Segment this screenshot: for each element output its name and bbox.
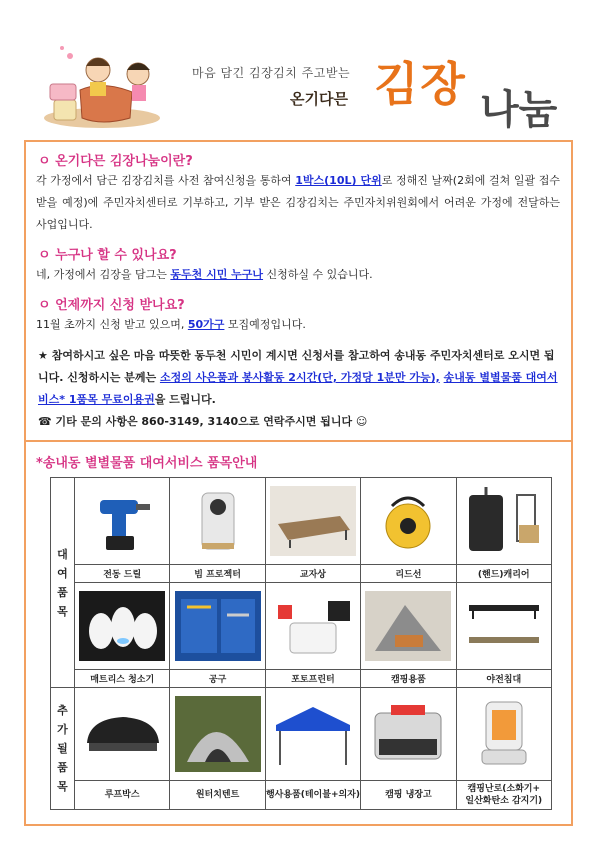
item-image-fridge xyxy=(361,688,456,781)
item-image-drill xyxy=(75,478,170,565)
item-image-event-set xyxy=(265,688,360,781)
add-label-char: 품 xyxy=(57,761,68,774)
q1-heading: ㅇ 온기다믄 김장나눔이란? xyxy=(38,154,193,169)
item-caption: 포토프린터 xyxy=(265,670,360,688)
rent-label-char: 여 xyxy=(57,566,68,580)
item-caption: 교자상 xyxy=(265,565,360,583)
canopy-icon xyxy=(270,699,356,769)
rent-label xyxy=(51,478,75,688)
kids-illustration xyxy=(40,40,170,130)
item-caption: 빔 프로젝터 xyxy=(170,565,265,583)
notice-contact: ☎ 기타 문의 사항은 860-3149, 3140으로 연락주시면 됩니다 ☺ xyxy=(38,415,368,428)
header-title-kimjang: 김장 xyxy=(374,57,467,111)
item-caption: 루프박스 xyxy=(75,781,170,810)
item-image-photo-printer xyxy=(265,583,360,670)
heater-icon xyxy=(474,696,534,772)
item-caption: 캠핑난로(소화기+ 일산화탄소 감지기) xyxy=(456,781,551,810)
q3-text-b: 모집예정입니다. xyxy=(224,318,306,331)
item-caption: 야전침대 xyxy=(456,670,551,688)
rent-label-char: 목 xyxy=(57,604,68,618)
item-caption: 원터치텐트 xyxy=(170,781,265,810)
item-image-heater xyxy=(456,688,551,781)
q2-heading: ㅇ 누구나 할 수 있나요? xyxy=(38,248,177,263)
notice-gift: 소정의 사은품과 봉사활동 2시간(단, 가정당 1분만 가능), xyxy=(159,371,440,384)
mattress-cleaner-icon xyxy=(79,591,165,661)
rental-table xyxy=(50,477,552,810)
q1-highlight: 1박스(10L) 단위 xyxy=(295,174,382,187)
item-caption: 공구 xyxy=(170,670,265,688)
add-label-char: 될 xyxy=(57,742,68,755)
item-caption: 전동 드릴 xyxy=(75,565,170,583)
q1-text xyxy=(36,170,560,236)
notice-text: ★ 참여하시고 싶은 마음 따뜻한 동두천 시민이 계시면 신청서를 참고하여 송내동 주민자치센터로 오시면 됩니다. 신청하시는 분께는 xyxy=(38,349,555,384)
page-header xyxy=(0,0,600,140)
notice-block xyxy=(38,345,563,433)
header-title-nanum: 나눔 xyxy=(480,87,558,133)
q2-text-b: 신청하실 수 있습니다. xyxy=(263,268,373,281)
toolbox-icon xyxy=(175,591,261,661)
header-subtitle: 마음 담긴 김장김치 주고받는 xyxy=(192,66,351,80)
item-image-camping xyxy=(361,583,456,670)
rent-label-char: 대 xyxy=(57,547,68,561)
item-caption: 행사용품(테이블+의자) xyxy=(265,781,360,810)
tent-icon xyxy=(175,696,261,772)
table-icon xyxy=(270,486,356,556)
q1-text-b: 로 정해진 날짜(2회에 걸쳐 일괄 접수 받을 예정)에 주민자치센터로 기부하고, 기부 받은 김장김치는 주민자치위원회에서 어려운 가정에 전달하는 사업입니다. xyxy=(36,174,561,231)
notice-line1 xyxy=(38,345,563,411)
header-warm-text: 온기다믄 xyxy=(290,90,348,108)
item-image-cot xyxy=(456,583,551,670)
cot-icon xyxy=(461,591,547,661)
q1-text-a: 각 가정에서 담근 김장김치를 사전 참여신청을 통하여 xyxy=(36,174,296,187)
cable-reel-icon xyxy=(378,486,438,556)
item-image-mattress-cleaner xyxy=(75,583,170,670)
item-image-reel xyxy=(361,478,456,565)
item-caption: 캠핑용품 xyxy=(361,670,456,688)
item-image-carrier xyxy=(456,478,551,565)
section-title: *송내동 별별물품 대여서비스 품목안내 xyxy=(36,456,258,471)
item-image-tent xyxy=(170,688,265,781)
q2-text xyxy=(36,264,560,286)
q3-text xyxy=(36,314,560,336)
item-caption: 매트리스 청소기 xyxy=(75,670,170,688)
photo-printer-icon xyxy=(270,591,356,661)
add-label-char: 가 xyxy=(57,723,68,736)
carrier-icon xyxy=(461,485,547,557)
item-caption: (핸드)캐리어 xyxy=(456,565,551,583)
q2-text-a: 네, 가정에서 김장을 담그는 xyxy=(36,268,171,281)
item-caption: 리드선 xyxy=(361,565,456,583)
drill-icon xyxy=(92,486,152,556)
item-image-roof-box xyxy=(75,688,170,781)
rent-label-char: 품 xyxy=(57,585,68,599)
add-label-char: 추 xyxy=(57,704,68,717)
item-image-tools xyxy=(170,583,265,670)
item-caption: 캠핑 냉장고 xyxy=(361,781,456,810)
roof-box-icon xyxy=(79,699,165,769)
q3-highlight: 50가구 xyxy=(187,318,225,331)
q2-highlight: 동두천 시민 누구나 xyxy=(170,268,264,281)
q3-text-a: 11월 초까지 신청 받고 있으며, xyxy=(36,318,188,331)
camping-fridge-icon xyxy=(365,699,451,769)
item-image-projector xyxy=(170,478,265,565)
notice-voucher: 송내동 별별물품 대여서비스* 1품목 무료이용권 xyxy=(38,371,558,406)
camping-gear-icon xyxy=(365,591,451,661)
projector-icon xyxy=(188,483,248,559)
add-label xyxy=(51,688,75,810)
notice-end: 을 드립니다. xyxy=(154,393,216,406)
q3-heading: ㅇ 언제까지 신청 받나요? xyxy=(38,298,185,313)
add-label-char: 목 xyxy=(57,780,68,793)
item-image-table xyxy=(265,478,360,565)
